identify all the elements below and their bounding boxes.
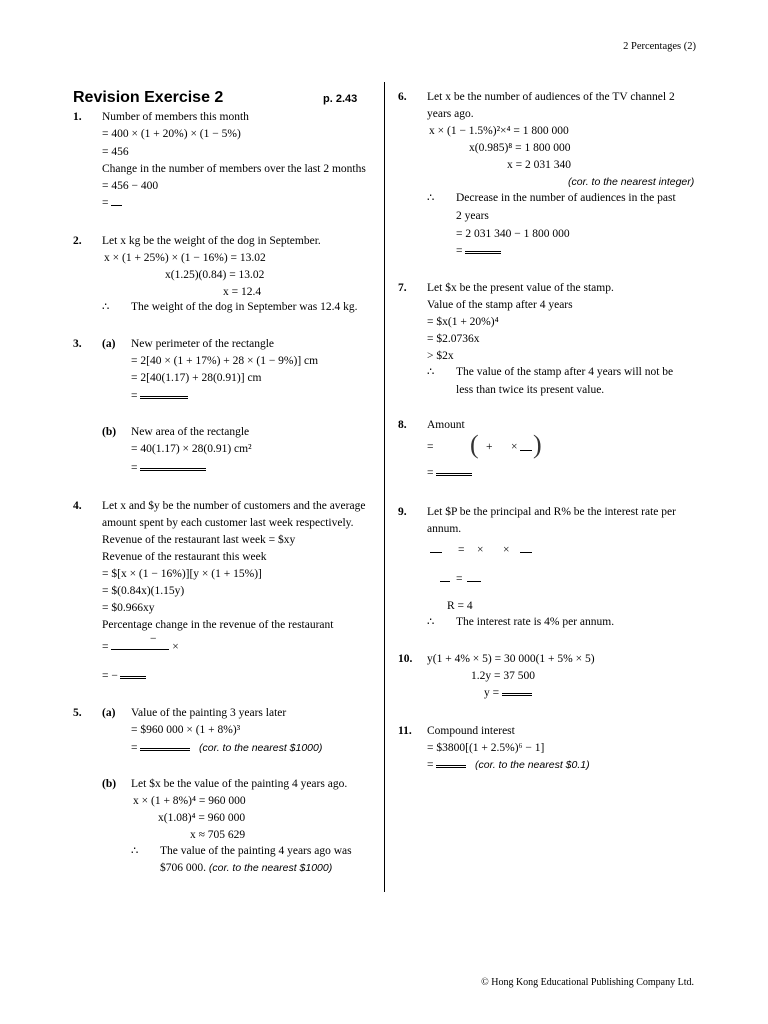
answer-value: $706 000. xyxy=(160,862,206,874)
answer-line: x(1.25)(0.84) = 13.02 xyxy=(165,269,265,281)
answer-line: = $0.966xy xyxy=(102,602,155,614)
answer-line: Change in the number of members over the last 2 months xyxy=(102,163,366,175)
answer-line xyxy=(131,386,188,403)
rounding-remark: (cor. to the nearest $1000) xyxy=(199,742,323,754)
equals-sign: = xyxy=(131,742,138,754)
answer-line: 1.2y = 37 500 xyxy=(471,670,535,682)
question-number: 5. xyxy=(73,707,82,719)
equals-sign: = xyxy=(427,759,434,771)
answer-line xyxy=(131,738,322,755)
answer-line xyxy=(131,458,206,475)
fraction-bar xyxy=(467,572,481,586)
question-number: 7. xyxy=(398,282,407,294)
answer-line: 2 years xyxy=(456,210,489,222)
answer-line: The value of the stamp after 4 years will not be xyxy=(456,366,674,378)
answer-line: x × (1 + 25%) × (1 − 16%) = 13.02 xyxy=(104,252,266,264)
answer-line: years ago. xyxy=(427,108,474,120)
running-header: 2 Percentages (2) xyxy=(623,41,696,52)
times-sign: × xyxy=(172,641,179,653)
answer-line: amount spent by each customer last week respectively. xyxy=(102,517,354,529)
fraction-bar xyxy=(440,572,450,586)
column-divider xyxy=(384,82,385,892)
answer-line xyxy=(102,640,179,654)
answer-line xyxy=(484,683,532,700)
answer-blank xyxy=(502,683,532,696)
answer-line: = $960 000 × (1 + 8%)³ xyxy=(131,724,241,736)
answer-line: x × (1 + 8%)⁴ = 960 000 xyxy=(133,795,246,807)
fraction-bar xyxy=(520,543,532,557)
answer-line: = $2.0736x xyxy=(427,333,480,345)
therefore-symbol: ∴ xyxy=(427,192,435,204)
answer-line: Let $x be the present value of the stamp. xyxy=(427,282,614,294)
answer-line: Compound interest xyxy=(427,725,515,737)
answer-line: Let $P be the principal and R% be the interest rate per xyxy=(427,506,676,518)
answer-line: = 2[40 × (1 + 17%) + 28 × (1 − 9%)] cm xyxy=(131,355,319,367)
answer-line xyxy=(160,861,332,875)
equals-sign: = xyxy=(458,544,465,556)
question-number: 4. xyxy=(73,500,82,512)
answer-blank xyxy=(465,241,501,254)
answer-line: x × (1 − 1.5%)²×⁴ = 1 800 000 xyxy=(429,125,569,137)
answer-blank xyxy=(120,666,146,679)
equals-sign: = xyxy=(102,197,109,209)
fraction-bar xyxy=(111,645,169,650)
answer-line: Value of the painting 3 years later xyxy=(131,707,287,719)
answer-blank xyxy=(140,738,190,751)
answer-line: = 456 − 400 xyxy=(102,180,159,192)
question-number: 8. xyxy=(398,419,407,431)
equals-minus: = − xyxy=(102,670,118,682)
answer-line: x(1.08)⁴ = 960 000 xyxy=(158,812,246,824)
rounding-remark: (cor. to the nearest integer) xyxy=(568,176,695,188)
part-label: (b) xyxy=(102,778,117,790)
left-parenthesis: ( xyxy=(470,430,479,459)
answer-line: Revenue of the restaurant this week xyxy=(102,551,267,563)
answer-blank xyxy=(140,458,206,471)
equals-sign: = xyxy=(456,573,463,585)
equals-sign: = xyxy=(456,245,463,257)
part-label: (b) xyxy=(102,426,117,438)
page-reference: p. 2.43 xyxy=(323,93,358,105)
answer-line: y(1 + 4% × 5) = 30 000(1 + 5% × 5) xyxy=(427,653,595,665)
answer-line: The value of the painting 4 years ago was xyxy=(160,845,352,857)
answer-line xyxy=(427,463,472,480)
equals-sign: y = xyxy=(484,687,500,699)
question-number: 3. xyxy=(73,338,82,350)
page-title: Revision Exercise 2 xyxy=(73,89,224,106)
times-sign: × xyxy=(503,544,510,556)
question-number: 9. xyxy=(398,506,407,518)
answer-blank xyxy=(436,463,472,476)
answer-line: x = 2 031 340 xyxy=(507,159,571,171)
equals-sign: = xyxy=(427,441,434,453)
answer-line: > $2x xyxy=(427,350,454,362)
answer-line: Revenue of the restaurant last week = $xy xyxy=(102,534,296,546)
question-number: 10. xyxy=(398,653,413,665)
answer-blank xyxy=(111,195,122,206)
answer-line xyxy=(102,666,146,683)
fraction-bar-line xyxy=(520,548,532,553)
answer-line: x(0.985)⁸ = 1 800 000 xyxy=(469,142,571,154)
times-sign: × xyxy=(477,544,484,556)
therefore-symbol: ∴ xyxy=(427,616,435,628)
answer-line: Let x be the number of audiences of the TV channel 2 xyxy=(427,91,675,103)
answer-line: = $3800[(1 + 2.5%)⁶ − 1] xyxy=(427,742,545,754)
answer-line: Let $x be the value of the painting 4 years ago. xyxy=(131,778,348,790)
answer-line: Decrease in the number of audiences in the past xyxy=(456,192,676,204)
fraction-bar-line xyxy=(440,577,450,582)
answer-line: Amount xyxy=(427,419,465,431)
answer-line: = 40(1.17) × 28(0.91) cm² xyxy=(131,443,252,455)
therefore-symbol: ∴ xyxy=(131,845,139,857)
equals-sign: = xyxy=(102,641,109,653)
right-parenthesis: ) xyxy=(533,430,542,459)
answer-line xyxy=(102,195,122,210)
part-label: (a) xyxy=(102,707,116,719)
answer-line: = 2[40(1.17) + 28(0.91)] cm xyxy=(131,372,262,384)
copyright-footer: © Hong Kong Educational Publishing Company Ltd. xyxy=(481,977,694,988)
answer-blank xyxy=(140,386,188,399)
part-label: (a) xyxy=(102,338,116,350)
answer-line: Percentage change in the revenue of the restaurant xyxy=(102,619,334,631)
answer-line: = $x(1 + 20%)⁴ xyxy=(427,316,499,328)
answer-line: R = 4 xyxy=(447,600,473,612)
answer-line: = $[x × (1 − 16%)][y × (1 + 15%)] xyxy=(102,568,262,580)
fraction-bar-line xyxy=(467,577,481,582)
answer-line: = $(0.84x)(1.15y) xyxy=(102,585,185,597)
answer-line: Number of members this month xyxy=(102,111,249,123)
question-number: 11. xyxy=(398,725,412,737)
question-number: 6. xyxy=(398,91,407,103)
answer-line: Value of the stamp after 4 years xyxy=(427,299,573,311)
answer-line: x = 12.4 xyxy=(223,286,262,298)
fraction-bar-line xyxy=(430,548,442,553)
answer-line: New area of the rectangle xyxy=(131,426,250,438)
answer-line: Let x kg be the weight of the dog in September. xyxy=(102,235,321,247)
answer-blank xyxy=(436,755,466,768)
question-number: 1. xyxy=(73,111,82,123)
times-sign: × xyxy=(511,441,518,453)
answer-line xyxy=(427,755,590,772)
rounding-remark: (cor. to the nearest $1000) xyxy=(208,862,333,874)
rounding-remark: (cor. to the nearest $0.1) xyxy=(475,759,590,771)
answer-line: Let x and $y be the number of customers and the average xyxy=(102,500,366,512)
therefore-symbol: ∴ xyxy=(427,366,435,378)
question-number: 2. xyxy=(73,235,82,247)
answer-line: x ≈ 705 629 xyxy=(190,829,246,841)
fraction-minus: − xyxy=(150,633,157,645)
answer-line: less than twice its present value. xyxy=(456,384,605,396)
plus-sign: + xyxy=(486,441,493,453)
answer-line: The interest rate is 4% per annum. xyxy=(456,616,615,628)
answer-line: annum. xyxy=(427,523,462,535)
answer-line: New perimeter of the rectangle xyxy=(131,338,275,350)
answer-line: = 456 xyxy=(102,146,129,158)
answer-line: The weight of the dog in September was 12.4 kg. xyxy=(131,301,358,313)
therefore-symbol: ∴ xyxy=(102,301,110,313)
equals-sign: = xyxy=(131,462,138,474)
equals-sign: = xyxy=(131,390,138,402)
fraction-bar xyxy=(520,441,532,455)
fraction-bar xyxy=(430,543,442,557)
answer-line: = 400 × (1 + 20%) × (1 − 5%) xyxy=(102,128,241,140)
equals-sign: = xyxy=(427,467,434,479)
answer-line: = 2 031 340 − 1 800 000 xyxy=(456,228,570,240)
fraction-bar-line xyxy=(520,446,532,451)
answer-line xyxy=(456,241,501,258)
